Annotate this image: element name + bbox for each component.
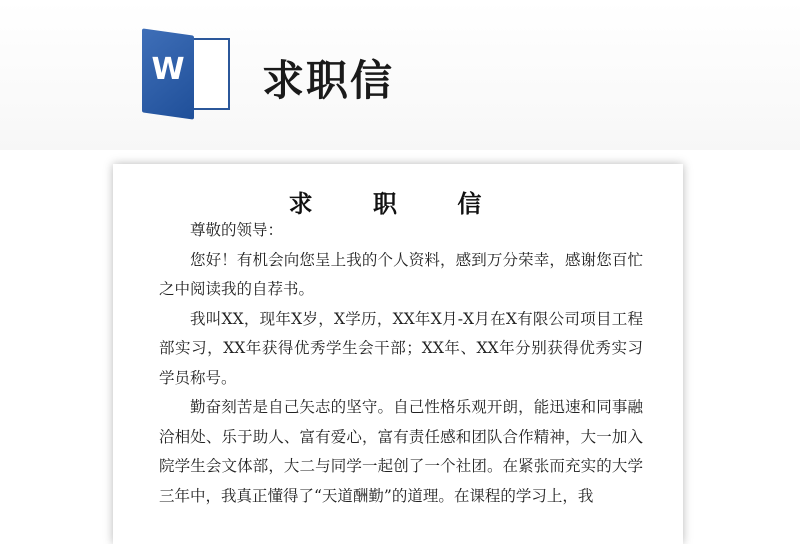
salutation: 尊敬的领导： <box>190 221 284 239</box>
page-title: 求职信 <box>262 56 395 105</box>
paragraph: 您好！有机会向您呈上我的个人资料，感到万分荣幸，感谢您百忙之中阅读我的自荐书。 <box>159 250 643 298</box>
word-document-icon <box>140 32 232 116</box>
paragraph: 勤奋刻苦是自己矢志的坚守。自己性格乐观开朗，能迅速和同事融洽相处、乐于助人、富有爱心，富有责任感和团队合作精神，大一加入院学生会文体部，大二与同学一起创了一个社团。在紧张而充实的大学三年中，我真正懂得了“天道酬勤”的道理。在课程的学习上，我 <box>159 398 643 505</box>
header-band <box>0 0 800 150</box>
word-letter: W <box>151 52 185 87</box>
document-title: 求 职 信 <box>288 189 508 218</box>
paragraph: 我叫XX，现年X岁，X学历，XX年X月-X月在X有限公司项目工程部实习，XX年获得优秀学生会干部；XX年、XX年分别获得优秀实习学员称号。 <box>159 309 643 387</box>
document-page <box>113 164 683 544</box>
document-body <box>159 216 643 511</box>
